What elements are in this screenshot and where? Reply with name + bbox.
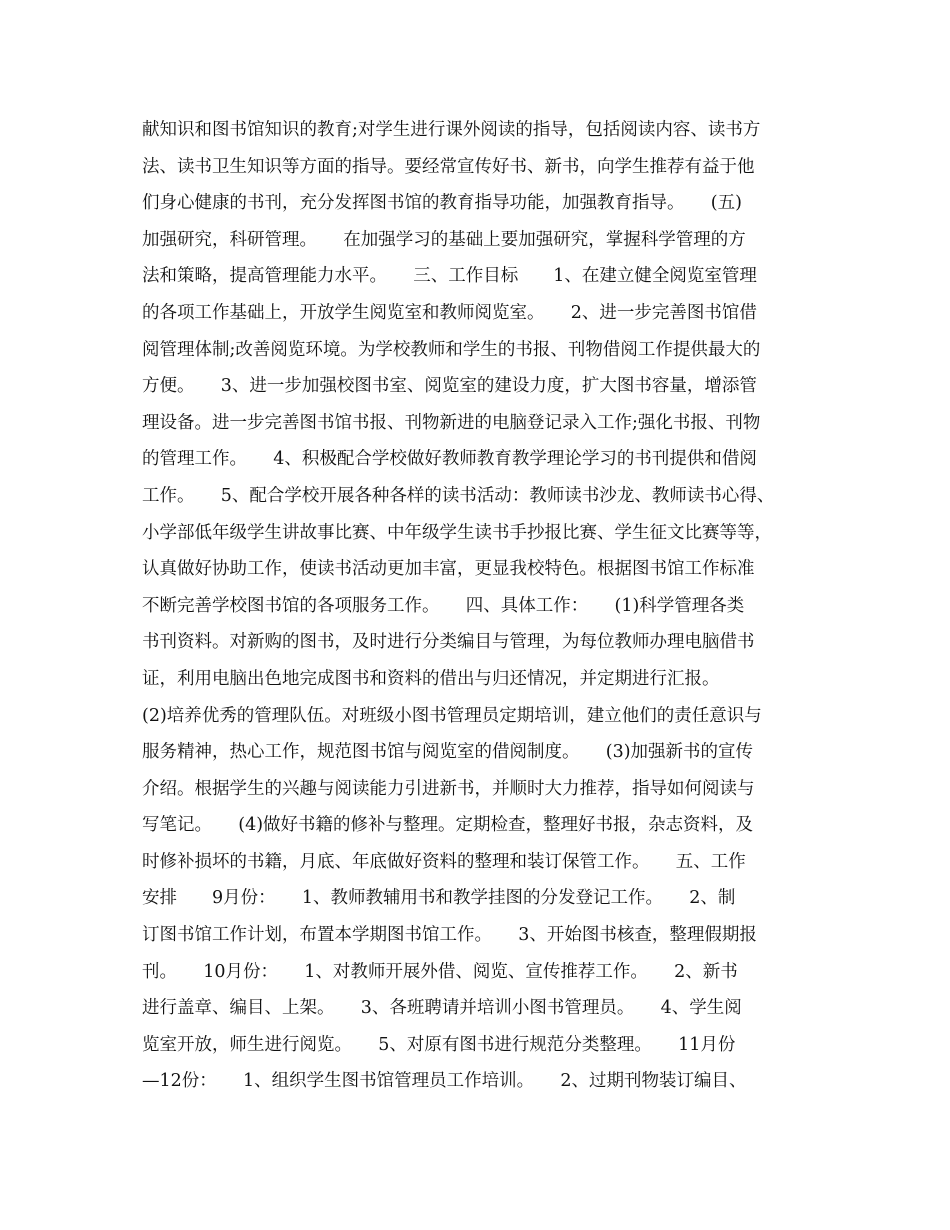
text-line: 安排 9月份： 1、教师教辅用书和教学挂图的分发登记工作。 2、制 xyxy=(142,888,736,909)
text-line: 认真做好协助工作，使读书活动更加丰富，更显我校特色。根据图书馆工作标准 xyxy=(142,559,755,580)
text-line: 们身心健康的书刊，充分发挥图书馆的教育指导功能，加强教育指导。 (五) xyxy=(142,193,742,214)
text-line: 方便。 3、进一步加强校图书室、阅览室的建设力度，扩大图书容量，增添管 xyxy=(142,376,757,397)
text-line: 不断完善学校图书馆的各项服务工作。 四、具体工作： (1)科学管理各类 xyxy=(142,595,745,616)
text-line: 时修补损坏的书籍，月底、年底做好资料的整理和装订保管工作。 五、工作 xyxy=(142,851,746,872)
text-line: 阅管理体制;改善阅览环境。为学校教师和学生的书报、刊物借阅工作提供最大的 xyxy=(142,339,761,360)
text-line: 理设备。进一步完善图书馆书报、刊物新进的电脑登记录入工作;强化书报、刊物 xyxy=(142,412,761,433)
text-line: 介绍。根据学生的兴趣与阅读能力引进新书，并顺时大力推荐，指导如何阅读与 xyxy=(142,778,755,799)
text-line: 订图书馆工作计划，布置本学期图书馆工作。 3、开始图书核查，整理假期报 xyxy=(142,925,757,946)
text-line: 览室开放，师生进行阅览。 5、对原有图书进行规范分类整理。 11月份 xyxy=(142,1034,736,1055)
text-line: 刊。 10月份： 1、对教师开展外借、阅览、宣传推荐工作。 2、新书 xyxy=(142,961,738,982)
text-line: 献知识和图书馆知识的教育;对学生进行课外阅读的指导，包括阅读内容、读书方 xyxy=(142,120,761,140)
text-line: 服务精神，热心工作，规范图书馆与阅览室的借阅制度。 (3)加强新书的宣传 xyxy=(142,742,754,763)
text-line: 的各项工作基础上，开放学生阅览室和教师阅览室。 2、进一步完善图书馆借 xyxy=(142,302,757,323)
body-text xyxy=(142,112,842,1100)
text-line: 法和策略，提高管理能力水平。 三、工作目标 1、在建立健全阅览室管理 xyxy=(142,266,757,287)
text-line: 法、读书卫生知识等方面的指导。要经常宣传好书、新书，向学生推荐有益于他 xyxy=(142,156,755,177)
text-line: 写笔记。 (4)做好书籍的修补与整理。定期检查，整理好书报，杂志资料，及 xyxy=(142,815,754,836)
text-line: 加强研究，科研管理。 在加强学习的基础上要加强研究，掌握科学管理的方 xyxy=(142,229,746,250)
text-line: —12份： 1、组织学生图书馆管理员工作培训。 2、过期刊物装订编目、 xyxy=(142,1071,747,1092)
text-line: 进行盖章、编目、上架。 3、各班聘请并培训小图书管理员。 4、学生阅 xyxy=(142,998,742,1019)
text-line: 工作。 5、配合学校开展各种各样的读书活动：教师读书沙龙、教师读书心得、 xyxy=(142,485,775,506)
text-line: 证，利用电脑出色地完成图书和资料的借出与归还情况，并定期进行汇报。 xyxy=(142,668,720,689)
text-line: 小学部低年级学生讲故事比赛、中年级学生读书手抄报比赛、学生征文比赛等等， xyxy=(142,522,772,543)
text-line: (2)培养优秀的管理队伍。对班级小图书管理员定期培训，建立他们的责任意识与 xyxy=(142,705,762,726)
text-line: 书刊资料。对新购的图书，及时进行分类编目与管理，为每位教师办理电脑借书 xyxy=(142,632,755,653)
text-line: 的管理工作。 4、积极配合学校做好教师教育教学理论学习的书刊提供和借阅 xyxy=(142,449,757,470)
